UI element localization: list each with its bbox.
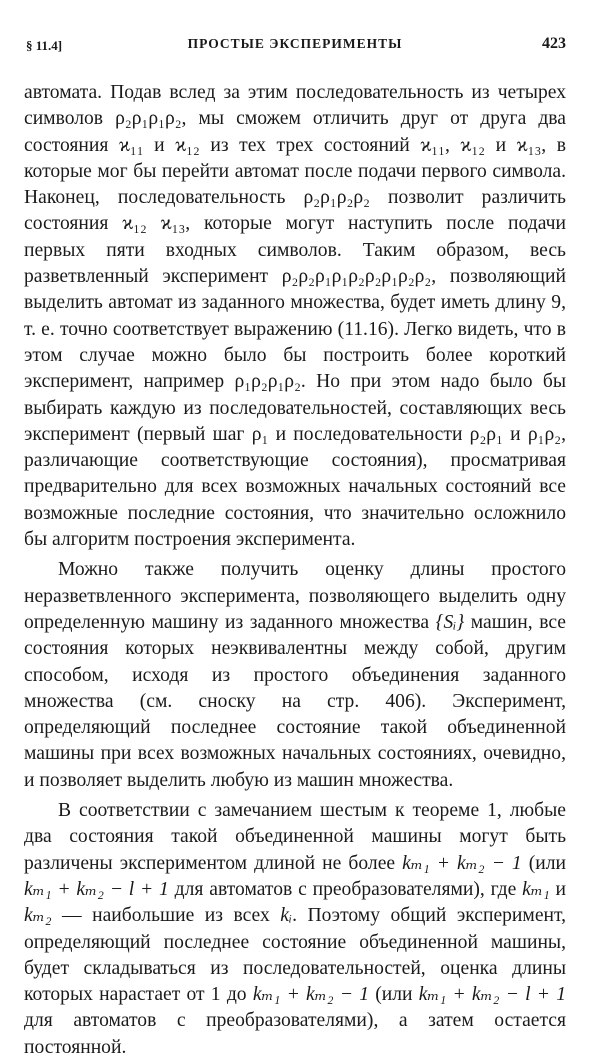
page-number: 423 [542, 35, 566, 52]
formula-bound-transducer: kₘ₁ + kₘ₂ − l + 1 [418, 984, 566, 1006]
text-segment: машин, все состояния которых неэквивалентны между собой, другим способом, исходя из простого объединения заданного множества (см. сноску на стр. 406). Эксперимент, определяющий последнее состояние такой объединенной машины при всех возможных начальных состояниях, очевидно, и позволяет выделить любую из машин множества. [24, 611, 566, 791]
text-segment: (или [369, 984, 419, 1006]
formula-km1: kₘ₁ [522, 878, 550, 900]
text-segment: Можно также получить оценку длины простого неразветвленного эксперимента, позволяющего выделить одну определенную машину из заданного множества [24, 559, 566, 633]
text-segment: для автоматов с преобразователями), а затем остается постоянной. [24, 1010, 566, 1058]
body-text [24, 80, 566, 1061]
text-segment: (или [521, 852, 566, 874]
section-number: § 11.4] [26, 38, 63, 53]
book-page [24, 30, 566, 1061]
formula-bound: kₘ₁ + kₘ₂ − 1 [252, 984, 369, 1006]
text-segment: автомата. Подав вслед за этим последовательность из четырех символов ρ₂ρ₁ρ₁ρ₂, мы сможем отличить друг от друга два состояния ϰ₁₁ и ϰ₁₂ из тех трех состояний ϰ₁₁, ϰ₁₂ и ϰ₁₃, в которые мог бы перейти автомат после подачи первого символа. Наконец, последовательность ρ₂ρ₁ρ₂ρ₂ позволит различить состояния ϰ₁₂ ϰ₁₃, которые могут наступить после подачи первых пяти входных символов. Таким образом, весь разветвленный эксперимент ρ₂ρ₂ρ₁ρ₁ρ₂ρ₂ρ₁ρ₂ρ₂, позволяющий выделить автомат из заданного множества, будет иметь длину 9, т. е. точно соответствует выражению (11.16). Легко видеть, что в этом случае можно было бы построить более короткий эксперимент, например ρ₁ρ₂ρ₁ρ₂. Но при этом надо было бы выбирать каждую из последовательностей, составляющих весь эксперимент (первый шаг ρ₁ и последовательности ρ₂ρ₁ и ρ₁ρ₂, различающие соответствующие состояния), просматривая предварительно для всех возможных начальных состояний все возможные последние состояния, что значительно осложнило бы алгоритм построения эксперимента. [24, 82, 566, 551]
text-segment: и [549, 878, 566, 900]
text-segment: . Поэтому общий эксперимент, определяющий последнее состояние объединенной машины, будет складываться из последовательностей, оценка длины которых нарастает от 1 до [24, 905, 566, 1006]
text-segment: — наибольшие из всех [51, 905, 281, 927]
formula-set-si: {Sᵢ} [435, 611, 465, 633]
paragraph-theorem-remark [24, 798, 566, 1061]
text-segment: для автоматов с преобразователями), где [168, 878, 523, 900]
text-segment: В соответствии с замечанием шестым к теореме 1, любые два состояния такой объединенной машины могут быть различены экспериментом длиной не более [24, 800, 566, 874]
formula-km2: kₘ₂ [24, 905, 52, 927]
formula-ki: kᵢ [280, 905, 293, 927]
formula-bound: kₘ₁ + kₘ₂ − 1 [402, 852, 522, 874]
paragraph-simple-experiment [24, 557, 566, 794]
running-title: ПРОСТЫЕ ЭКСПЕРИМЕНТЫ [187, 36, 403, 51]
running-head [24, 30, 566, 56]
paragraph-continuation [24, 80, 566, 553]
formula-bound-transducer: kₘ₁ + kₘ₂ − l + 1 [24, 878, 169, 900]
